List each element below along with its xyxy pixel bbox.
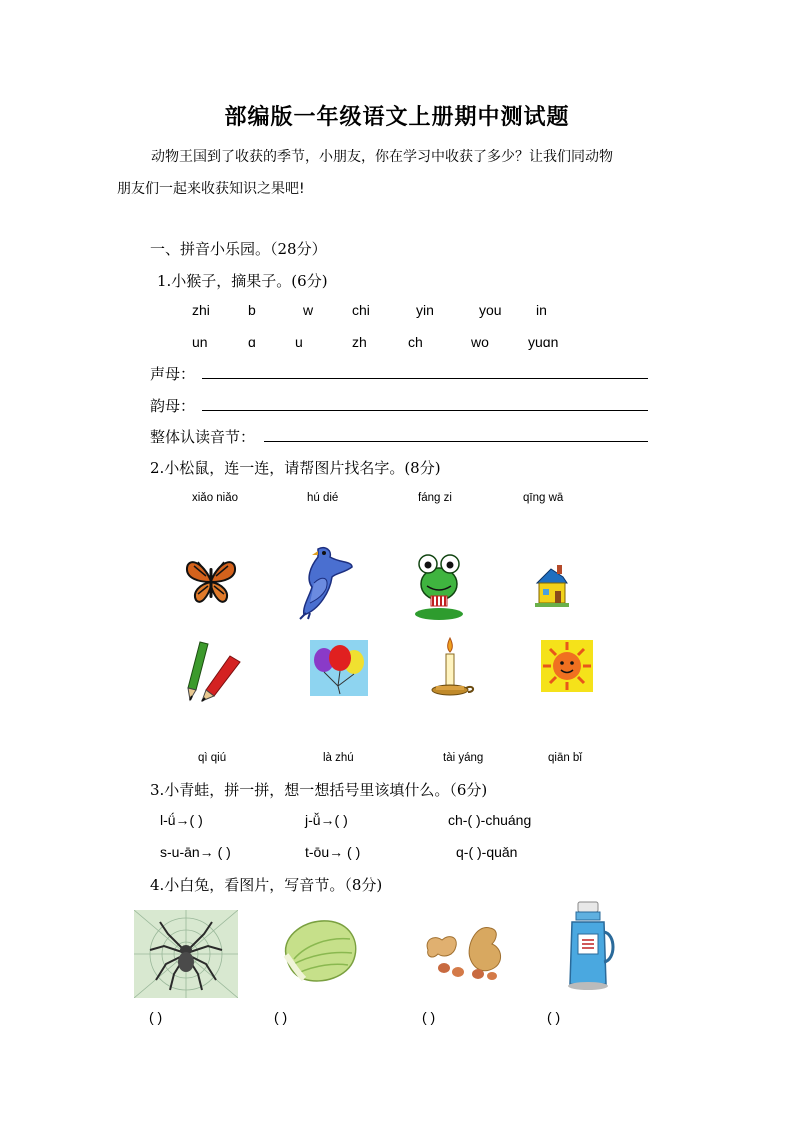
pinyin-item: you	[479, 302, 502, 318]
yunmu-answer-line[interactable]	[202, 410, 648, 411]
q3-item[interactable]: t-ōu→ ( )	[305, 844, 361, 860]
q2-top-pinyin: hú dié	[307, 492, 339, 504]
pinyin-item: ch	[408, 334, 423, 350]
q2-heading: 2.小松鼠，连一连，请帮图片找名字。(8分)	[150, 459, 441, 477]
q4-answer-blank[interactable]: ( )	[422, 1009, 436, 1025]
butterfly-picture[interactable]	[184, 556, 238, 606]
pinyin-item: w	[303, 302, 314, 318]
pencil-picture[interactable]	[186, 638, 244, 702]
q4-answer-blank[interactable]: ( )	[274, 1009, 288, 1025]
yunmu-label: 韵母：	[150, 397, 196, 415]
sun-picture[interactable]	[541, 640, 593, 692]
shengmu-label: 声母：	[150, 365, 196, 383]
intro-line-1: 动物王国到了收获的季节，小朋友，你在学习中收获了多少？让我们同动物	[151, 149, 613, 165]
q4-answer-blank[interactable]: ( )	[149, 1009, 163, 1025]
q1-heading: 1.小猴子，摘果子。(6分)	[157, 272, 328, 290]
pinyin-item: chi	[352, 302, 370, 318]
q3-item[interactable]: s-u-ān→ ( )	[160, 844, 231, 860]
pinyin-item: yin	[416, 302, 434, 318]
q2-top-pinyin: qīnɡ wā	[523, 492, 564, 504]
pinyin-item: ɑ	[248, 334, 256, 350]
q2-top-pinyin: xiǎo niǎo	[192, 492, 239, 504]
thermos-picture[interactable]	[564, 900, 616, 994]
pinyin-item: b	[248, 302, 256, 318]
q3-item[interactable]: q-( )-quǎn	[456, 844, 518, 860]
zhengti-label: 整体认读音节：	[150, 428, 256, 446]
frog-picture[interactable]	[413, 550, 465, 622]
cabbage-picture[interactable]	[276, 915, 362, 987]
q2-top-pinyin: fánɡ zi	[418, 492, 452, 504]
q4-answer-blank[interactable]: ( )	[547, 1009, 561, 1025]
balloon-picture[interactable]	[310, 640, 368, 696]
spider-picture[interactable]	[134, 910, 238, 998]
house-picture[interactable]	[533, 563, 571, 609]
pinyin-item: yuɑn	[528, 334, 559, 350]
bird-picture[interactable]	[296, 543, 356, 621]
pinyin-item: u	[295, 334, 303, 350]
q3-item[interactable]: j-ǚ→( )	[305, 812, 348, 828]
page-title: 部编版一年级语文上册期中测试题	[224, 104, 570, 130]
q2-bottom-pinyin: là zhú	[323, 752, 354, 764]
pinyin-item: un	[192, 334, 208, 350]
q2-bottom-pinyin: qì qiú	[198, 752, 227, 764]
q2-bottom-pinyin: tài yánɡ	[443, 752, 484, 764]
section-1-heading: 一、拼音小乐园。（28分）	[150, 240, 327, 258]
q3-item[interactable]: ch-( )-chuánɡ	[448, 812, 532, 828]
pinyin-item: wo	[471, 334, 489, 350]
q3-item[interactable]: l-ǘ→( )	[160, 812, 203, 828]
pinyin-item: zhi	[192, 302, 210, 318]
candle-picture[interactable]	[428, 636, 478, 700]
zhengti-answer-line[interactable]	[264, 441, 648, 442]
q4-heading: 4.小白兔，看图片，写音节。（8分)	[150, 876, 383, 894]
q2-bottom-pinyin: qiān bǐ	[548, 752, 582, 764]
peanut-picture[interactable]	[420, 918, 518, 982]
shengmu-answer-line[interactable]	[202, 378, 648, 379]
pinyin-item: in	[536, 302, 547, 318]
intro-line-2: 朋友们一起来收获知识之果吧!	[117, 181, 305, 197]
q3-heading: 3.小青蛙，拼一拼，想一想括号里该填什么。（6分)	[150, 781, 488, 799]
pinyin-item: zh	[352, 334, 367, 350]
